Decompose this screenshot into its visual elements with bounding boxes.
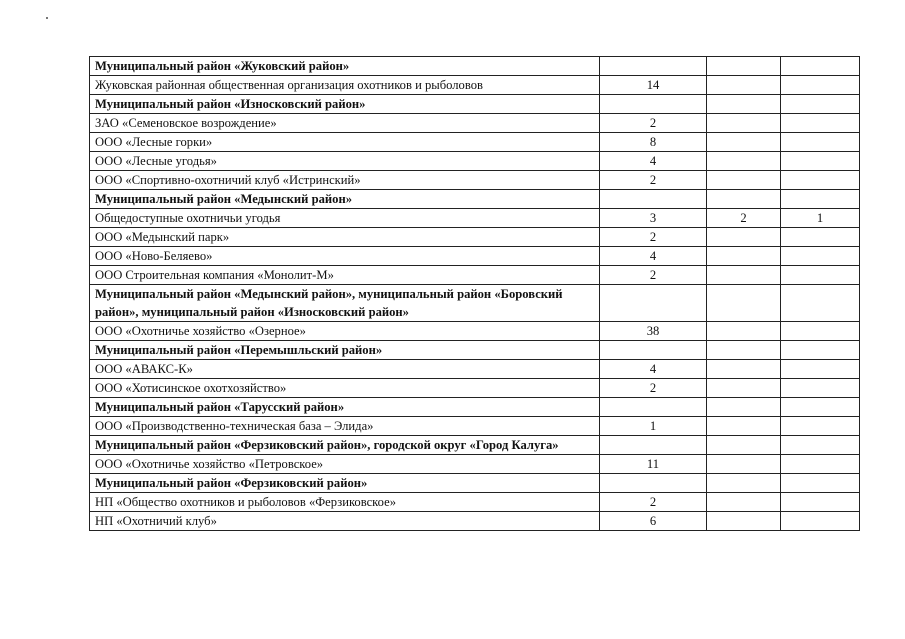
cell-col-2 [600, 341, 707, 360]
row-name: ООО «Производственно-техническая база – Элида» [90, 417, 600, 436]
cell-col-4 [781, 190, 860, 209]
cell-col-4 [781, 322, 860, 341]
cell-col-3 [707, 379, 781, 398]
cell-col-3 [707, 398, 781, 417]
cell-col-3 [707, 247, 781, 266]
cell-col-3 [707, 228, 781, 247]
cell-col-4 [781, 57, 860, 76]
cell-col-4 [781, 266, 860, 285]
cell-col-3 [707, 322, 781, 341]
row-name: Муниципальный район «Медынский район» [90, 190, 600, 209]
row-name: Муниципальный район «Медынский район», муниципальный район «Боровский район», муниципальный район «Износковский район» [90, 285, 600, 322]
table-row [90, 379, 860, 398]
cell-col-2: 6 [600, 512, 707, 531]
cell-col-3 [707, 285, 781, 322]
row-name: НП «Охотничий клуб» [90, 512, 600, 531]
cell-col-4 [781, 474, 860, 493]
table-row [90, 322, 860, 341]
row-name: ООО «Медынский парк» [90, 228, 600, 247]
row-name: Общедоступные охотничьи угодья [90, 209, 600, 228]
cell-col-2: 2 [600, 493, 707, 512]
table-row [90, 57, 860, 76]
cell-col-2: 14 [600, 76, 707, 95]
cell-col-4 [781, 171, 860, 190]
hunting-grounds-table [89, 56, 860, 531]
table-row [90, 209, 860, 228]
row-name: ООО «Хотисинское охотхозяйство» [90, 379, 600, 398]
cell-col-3 [707, 455, 781, 474]
table-row [90, 417, 860, 436]
table-row [90, 493, 860, 512]
cell-col-4 [781, 360, 860, 379]
table-row [90, 114, 860, 133]
cell-col-2 [600, 398, 707, 417]
cell-col-3: 2 [707, 209, 781, 228]
table-row [90, 266, 860, 285]
cell-col-4 [781, 379, 860, 398]
table-row [90, 455, 860, 474]
cell-col-4 [781, 133, 860, 152]
cell-col-2: 38 [600, 322, 707, 341]
cell-col-2: 4 [600, 247, 707, 266]
cell-col-3 [707, 57, 781, 76]
row-name: ООО «Ново-Беляево» [90, 247, 600, 266]
row-name: Муниципальный район «Жуковский район» [90, 57, 600, 76]
cell-col-3 [707, 190, 781, 209]
row-name: ООО «Охотничье хозяйство «Петровское» [90, 455, 600, 474]
cell-col-2 [600, 285, 707, 322]
table-row [90, 171, 860, 190]
cell-col-4 [781, 455, 860, 474]
cell-col-4 [781, 114, 860, 133]
row-name: Муниципальный район «Ферзиковский район», городской округ «Город Калуга» [90, 436, 600, 455]
cell-col-3 [707, 417, 781, 436]
cell-col-2: 3 [600, 209, 707, 228]
cell-col-4 [781, 512, 860, 531]
row-name: НП «Общество охотников и рыболовов «Ферзиковское» [90, 493, 600, 512]
table-row [90, 341, 860, 360]
cell-col-3 [707, 474, 781, 493]
cell-col-2 [600, 190, 707, 209]
table-row [90, 76, 860, 95]
table-row [90, 247, 860, 266]
cell-col-4 [781, 228, 860, 247]
table-row [90, 190, 860, 209]
cell-col-3 [707, 152, 781, 171]
table-row [90, 512, 860, 531]
row-name: ООО «Лесные горки» [90, 133, 600, 152]
cell-col-3 [707, 512, 781, 531]
table-row [90, 360, 860, 379]
cell-col-2: 2 [600, 171, 707, 190]
table-row [90, 152, 860, 171]
cell-col-2: 4 [600, 360, 707, 379]
row-name: Жуковская районная общественная организация охотников и рыболовов [90, 76, 600, 95]
row-name: ООО «Охотничье хозяйство «Озерное» [90, 322, 600, 341]
table-row [90, 398, 860, 417]
table-row [90, 285, 860, 322]
cell-col-3 [707, 114, 781, 133]
table-row [90, 474, 860, 493]
row-name: ООО «Лесные угодья» [90, 152, 600, 171]
cell-col-3 [707, 76, 781, 95]
cell-col-3 [707, 360, 781, 379]
table-body [90, 57, 860, 531]
cell-col-2: 2 [600, 266, 707, 285]
table-row [90, 95, 860, 114]
row-name: ООО «АВАКС-К» [90, 360, 600, 379]
row-name: Муниципальный район «Износковский район» [90, 95, 600, 114]
row-name: ЗАО «Семеновское возрождение» [90, 114, 600, 133]
cell-col-3 [707, 341, 781, 360]
row-name: ООО Строительная компания «Монолит-М» [90, 266, 600, 285]
cell-col-3 [707, 95, 781, 114]
cell-col-2 [600, 57, 707, 76]
scan-dot [46, 17, 48, 19]
table-row [90, 133, 860, 152]
row-name: ООО «Спортивно-охотничий клуб «Истринский» [90, 171, 600, 190]
table-row [90, 436, 860, 455]
cell-col-4 [781, 436, 860, 455]
row-name: Муниципальный район «Перемышльский район» [90, 341, 600, 360]
cell-col-4 [781, 95, 860, 114]
cell-col-4 [781, 398, 860, 417]
table-row [90, 228, 860, 247]
cell-col-2: 2 [600, 228, 707, 247]
cell-col-4 [781, 152, 860, 171]
row-name: Муниципальный район «Ферзиковский район» [90, 474, 600, 493]
cell-col-3 [707, 493, 781, 512]
cell-col-3 [707, 266, 781, 285]
cell-col-4 [781, 76, 860, 95]
cell-col-3 [707, 171, 781, 190]
cell-col-2: 2 [600, 114, 707, 133]
cell-col-2: 4 [600, 152, 707, 171]
cell-col-4 [781, 285, 860, 322]
cell-col-2: 11 [600, 455, 707, 474]
cell-col-4: 1 [781, 209, 860, 228]
cell-col-4 [781, 417, 860, 436]
cell-col-3 [707, 436, 781, 455]
cell-col-4 [781, 341, 860, 360]
row-name: Муниципальный район «Тарусский район» [90, 398, 600, 417]
cell-col-2 [600, 474, 707, 493]
cell-col-3 [707, 133, 781, 152]
cell-col-2: 8 [600, 133, 707, 152]
cell-col-4 [781, 493, 860, 512]
cell-col-2 [600, 436, 707, 455]
cell-col-2: 2 [600, 379, 707, 398]
cell-col-4 [781, 247, 860, 266]
cell-col-2 [600, 95, 707, 114]
cell-col-2: 1 [600, 417, 707, 436]
